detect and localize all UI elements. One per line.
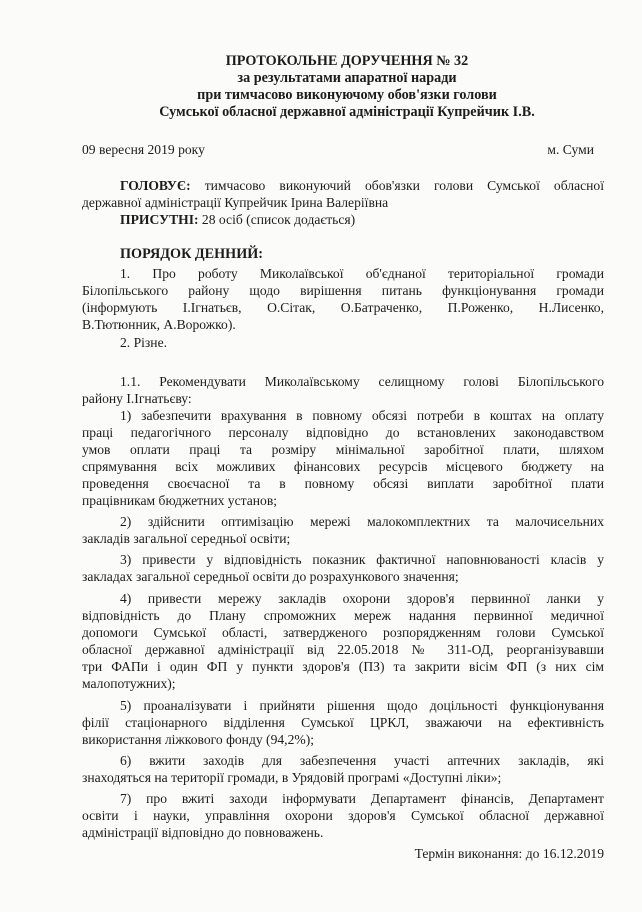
present-label: ПРИСУТНІ: — [120, 212, 199, 227]
point-4-line: обласної державної адміністрації від 22.05.2018 № 311-ОД, реорганізувавши — [82, 642, 604, 657]
deadline: Термін виконання: до 16.12.2019 — [414, 846, 604, 861]
title-line-4: Сумської обласної державної адміністрації Купрейчик І.В. — [159, 104, 535, 120]
point-5-line: 5) проаналізувати і прийняти рішення щодо доцільності функціонування — [120, 698, 604, 713]
point-6-line: 6) вжити заходів для забезпечення участі аптечних закладів, які — [120, 753, 604, 768]
point-7-line: освіти і науки, управління охорони здоров'я Сумської обласної державної — [82, 808, 604, 823]
agenda-item-2: 2. Різне. — [120, 335, 168, 350]
point-1-line: праці педагогічного персоналу відповідно до встановлених законодавством — [82, 425, 604, 440]
present-text: 28 осіб (список додається) — [198, 212, 356, 227]
agenda-item-1-line: (інформують І.Ігнатьєв, О.Сітак, О.Батраченко, П.Роженко, Н.Лисенко, — [82, 300, 604, 315]
section-intro-line: району І.Ігнатьєву: — [82, 391, 192, 406]
point-5-line: використання ліжкового фонду (94,2%); — [82, 732, 315, 747]
chair-line-1 — [82, 177, 604, 194]
agenda-item-1-line: Білопільського району щодо вирішення питань функціонування громади — [82, 283, 604, 298]
point-4-line: малопотужних); — [82, 676, 176, 691]
present-line — [82, 211, 604, 228]
point-1-line: 1) забезпечити врахування в повному обсязі потреби в коштах на оплату — [120, 408, 604, 423]
chair-label: ГОЛОВУЄ: — [120, 178, 191, 193]
point-4-line: 4) привести мережу закладів охорони здоров'я первинної ланки у — [120, 591, 604, 606]
agenda-heading: ПОРЯДОК ДЕННИЙ: — [120, 246, 263, 262]
point-2-line: 2) здійснити оптимізацію мережі малокомплектних та малочисельних — [120, 514, 604, 529]
chair-text-1: тимчасово виконуючий обов'язки голови Сумської обласної — [190, 178, 604, 193]
point-6-line: знаходяться на території громади, в Урядовій програмі «Доступні ліки»; — [82, 770, 502, 785]
section-intro-line: 1.1. Рекомендувати Миколаївському селищному голові Білопільського — [120, 374, 604, 389]
point-1-line: умов оплати праці та розміру мінімальної заробітної плати, шляхом — [82, 442, 604, 457]
agenda-item-1-line: В.Тютюнник, А.Ворожко). — [82, 317, 236, 332]
title-line-3: при тимчасово виконуючому обов'язки голови — [197, 87, 497, 103]
chair-line-2: державної адміністрації Купрейчик Ірина Валеріївна — [82, 195, 389, 210]
point-7-line: адміністрації відповідно до повноважень. — [82, 825, 324, 840]
point-5-line: філії стаціонарного відділення Сумської ЦРКЛ, зважаючи на ефективність — [82, 715, 604, 730]
point-4-line: відповідність до Плану спроможних мереж надання первинної медичної — [82, 608, 604, 623]
document-title: ПРОТОКОЛЬНЕ ДОРУЧЕННЯ № 32 — [225, 53, 469, 69]
point-4-line: допомоги Сумської області, затвердженого розпорядженням голови Сумської — [82, 625, 604, 640]
point-2-line: закладів загальної середньої освіти; — [82, 531, 291, 546]
agenda-item-1-line: 1. Про роботу Миколаївської об'єднаної територіальної громади — [120, 266, 604, 281]
document-city: м. Суми — [547, 142, 594, 157]
point-3-line: 3) привести у відповідність показник фактичної наповнюваності класів у — [120, 552, 604, 567]
point-1-line: спрямування всіх можливих фінансових ресурсів місцевого бюджету на — [82, 459, 604, 474]
point-3-line: закладах загальної середньої освіти до розрахункового значення; — [82, 569, 459, 584]
title-line-2: за результатами апаратної наради — [237, 70, 457, 86]
point-4-line: три ФАПи і один ФП у пункти здоров'я (ПЗ) та закрити вісім ФП (з них сім — [82, 659, 604, 674]
point-1-line: проведення своєчасної та в повному обсязі виплати заробітної плати — [82, 476, 604, 491]
point-7-line: 7) про вжиті заходи інформувати Департамент фінансів, Департамент — [120, 791, 604, 806]
document-date: 09 вересня 2019 року — [82, 142, 205, 157]
point-1-line: працівникам бюджетних установ; — [82, 493, 278, 508]
date-city-row — [82, 141, 604, 158]
